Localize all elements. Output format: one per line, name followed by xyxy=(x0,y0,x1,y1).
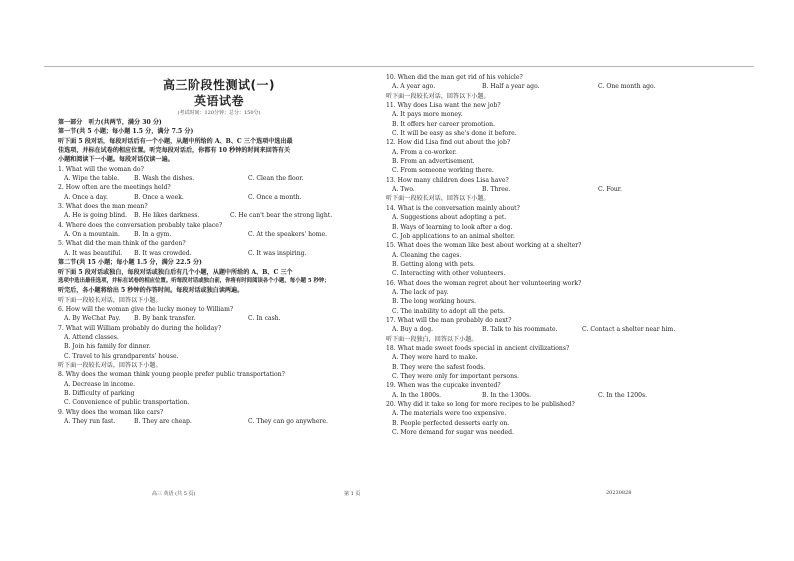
option-a[interactable]: A. Decrease in income. xyxy=(64,380,136,388)
question-2 xyxy=(58,183,380,202)
option-a[interactable]: A. Two. xyxy=(392,186,415,194)
option-a[interactable]: A. On a mountain. xyxy=(64,231,120,239)
question-13 xyxy=(386,176,736,195)
question-text: 1. What will the woman do? xyxy=(58,165,144,173)
option-b[interactable]: B. Wash the dishes. xyxy=(134,175,195,183)
option-a[interactable]: A. From a co-worker. xyxy=(392,148,457,156)
question-18 xyxy=(386,344,736,381)
question-text: 17. What will the man probably do next? xyxy=(386,316,512,324)
option-b[interactable]: B. Difficulty of parking xyxy=(64,389,135,397)
option-a[interactable]: A. Once a day. xyxy=(64,193,108,201)
option-c[interactable]: C. Job applications to an animal shelter. xyxy=(392,232,515,240)
option-b[interactable]: B. In the 1300s. xyxy=(482,391,532,399)
section2-instr-line: 听完后，各小题将给出 5 秒钟的作答时间。每段对话或独白读两遍。 xyxy=(58,287,244,295)
question-9 xyxy=(58,408,380,427)
option-a[interactable]: A. It pays more money. xyxy=(392,111,463,119)
option-b[interactable]: B. The long working hours. xyxy=(392,298,476,306)
option-c[interactable]: C. In the 1200s. xyxy=(598,391,648,399)
question-text: 11. Why does Lisa want the new job? xyxy=(386,102,501,110)
listening-cue: 听下面一段较长对话，回答以下小题。 xyxy=(58,361,162,369)
option-a[interactable]: A. In the 1800s. xyxy=(392,391,442,399)
option-c[interactable]: C. Interacting with other volunteers. xyxy=(392,270,506,278)
option-a[interactable]: A. A year ago. xyxy=(392,83,436,91)
question-17 xyxy=(386,316,736,335)
question-text: 12. How did Lisa find out about the job? xyxy=(386,139,511,147)
option-b[interactable]: B. Half a year ago. xyxy=(482,83,540,91)
option-b[interactable]: B. Three. xyxy=(482,186,511,194)
option-a[interactable]: A. The lack of pay. xyxy=(392,288,449,296)
option-c[interactable]: C. He can't bear the strong light. xyxy=(230,212,333,220)
exam-sheet xyxy=(44,66,754,507)
option-c[interactable]: C. Travel to his grandparents' house. xyxy=(64,352,179,360)
question-8 xyxy=(58,370,380,407)
option-a[interactable]: A. Cleaning the cages. xyxy=(392,251,462,259)
option-b[interactable]: B. It was crowded. xyxy=(134,249,192,257)
question-text: 2. How often are the meetings held? xyxy=(58,184,171,192)
question-3 xyxy=(58,202,380,221)
option-b[interactable]: B. From an advertisement. xyxy=(392,158,475,166)
option-b[interactable]: B. Getting along with pets. xyxy=(392,260,475,268)
option-a[interactable]: A. Attend classes. xyxy=(64,333,119,341)
section2-heading: 第二节(共 15 小题；每小题 1.5 分，满分 22.5 分) xyxy=(58,259,202,267)
left-column xyxy=(58,77,380,426)
section1-instr-line: 佳选项，并标在试卷的相应位置。听完每段对话后，你都有 10 秒钟的时间来回答有关 xyxy=(58,147,291,155)
option-b[interactable]: B. Talk to his roommate. xyxy=(482,326,558,334)
exam-title: 高三阶段性测试(一) xyxy=(163,78,275,92)
question-text: 6. How will the woman give the lucky money to William? xyxy=(58,305,234,313)
option-c[interactable]: C. Clean the floor. xyxy=(248,175,304,183)
question-10 xyxy=(386,73,736,92)
question-16 xyxy=(386,279,736,316)
option-c[interactable]: C. They can go anywhere. xyxy=(248,418,328,425)
question-4 xyxy=(58,221,380,240)
option-a[interactable]: A. Buy a dog. xyxy=(392,326,434,334)
right-column xyxy=(386,73,736,437)
option-a[interactable]: A. They were hard to make. xyxy=(392,354,478,362)
option-a[interactable]: A. The materials were too expensive. xyxy=(392,410,507,418)
option-b[interactable]: B. Ways of learning to look after a dog. xyxy=(392,223,513,231)
question-6 xyxy=(58,305,380,324)
question-14 xyxy=(386,204,736,241)
question-text: 4. Where does the conversation probably take place? xyxy=(58,221,223,229)
question-text: 13. How many children does Lisa have? xyxy=(386,176,509,184)
exam-meta: (考试时间：120分钟；总分：150分) xyxy=(177,110,261,116)
option-c[interactable]: C. One month ago. xyxy=(598,83,656,91)
option-c[interactable]: C. At the speakers' home. xyxy=(248,231,328,239)
question-20 xyxy=(386,400,736,437)
section1-instr-line: 听下面 5 段对话，每段对话后有一个小题，从题中所给的 A、B、C 三个选项中选出最 xyxy=(58,137,293,145)
option-c[interactable]: C. In cash. xyxy=(248,315,281,323)
exam-subtitle: 英语试卷 xyxy=(193,94,244,108)
listening-cue: 听下面一段独白，回答以下小题。 xyxy=(386,335,478,343)
option-a[interactable]: A. By WeChat Pay. xyxy=(64,315,121,323)
option-c[interactable]: C. From someone working there. xyxy=(392,167,494,175)
option-b[interactable]: B. He likes darkness. xyxy=(134,212,200,220)
question-7 xyxy=(58,324,380,361)
option-a[interactable]: A. Wipe the table. xyxy=(64,175,120,183)
listening-cue: 听下面一段较长对话，回答以下小题。 xyxy=(58,296,162,304)
section2-instr-line: 听下面 5 段对话或独白，每段对话或独白后有几个小题，从题中所给的 A、B、C 三个 xyxy=(58,268,293,276)
option-b[interactable]: B. People perfected desserts early on. xyxy=(392,419,510,427)
option-c[interactable]: C. Convenience of public transportation. xyxy=(64,399,190,407)
question-text: 14. What is the conversation mainly about? xyxy=(386,204,520,212)
question-11 xyxy=(386,101,736,138)
option-a[interactable]: A. Suggestions about adopting a pet. xyxy=(392,214,507,222)
footer-page-number: 第 1 页 xyxy=(344,491,361,497)
question-text: 20. Why did it take so long for more recipes to be published? xyxy=(386,401,575,409)
option-c[interactable]: C. It will be easy as she's done it before. xyxy=(392,130,517,138)
option-c[interactable]: C. Once a month. xyxy=(248,193,302,201)
listening-cue: 听下面一段较长对话，回答以下小题。 xyxy=(386,92,490,100)
option-b[interactable]: B. In a gym. xyxy=(134,231,172,239)
section2-instr-line: 选项中选出最佳选项，并标在试卷的相应位置。听每段对话或独白前，你将有时间阅读各个小题，每小题 5 秒钟； xyxy=(58,277,330,284)
option-a[interactable]: A. It was beautiful. xyxy=(64,249,123,257)
question-12 xyxy=(386,138,736,175)
option-c[interactable]: C. They were only for important persons. xyxy=(392,373,520,380)
question-1 xyxy=(58,165,380,184)
option-c[interactable]: C. More demand for sugar was needed. xyxy=(392,429,514,437)
question-text: 7. What will William probably do during the holiday? xyxy=(58,324,222,332)
option-c[interactable]: C. The inability to adopt all the pets. xyxy=(392,307,505,315)
option-b[interactable]: B. By bank transfer. xyxy=(134,315,196,323)
question-text: 10. When did the man get rid of his vehicle? xyxy=(386,74,523,81)
listening-cue: 听下面一段较长对话，回答以下小题。 xyxy=(386,195,490,203)
option-b[interactable]: B. Once a week. xyxy=(134,193,184,201)
question-text: 16. What does the woman regret about her volunteering work? xyxy=(386,279,582,287)
option-c[interactable]: C. It was inspiring. xyxy=(248,249,307,257)
option-c[interactable]: C. Contact a shelter near him. xyxy=(582,326,676,334)
option-b[interactable]: B. It offers her career promotion. xyxy=(392,120,495,128)
question-text: 18. What made sweet foods special in ancient civilizations? xyxy=(386,344,570,352)
option-a[interactable]: A. He is going blind. xyxy=(64,212,127,220)
question-15 xyxy=(386,241,736,278)
question-5 xyxy=(58,239,380,258)
footer-date-code: 20230828 xyxy=(606,490,632,496)
option-b[interactable]: B. They were the safest foods. xyxy=(392,363,486,371)
question-text: 5. What did the man think of the garden? xyxy=(58,240,186,248)
question-text: 19. When was the cupcake invented? xyxy=(386,382,501,390)
part1-heading: 第一部分 听力(共两节，满分 30 分) xyxy=(58,119,162,126)
section1-heading: 第一节(共 5 小题；每小题 1.5 分，满分 7.5 分) xyxy=(58,128,194,136)
option-b[interactable]: B. Join his family for dinner. xyxy=(64,343,151,351)
footer-course: 高三 英语 (共 5 页) xyxy=(152,491,196,497)
question-text: 8. Why does the woman think young people prefer public transportation? xyxy=(58,371,285,379)
section1-instr-line: 小题和阅读下一小题。每段对话仅读一遍。 xyxy=(58,156,174,164)
option-a[interactable]: A. They run fast. xyxy=(64,418,116,425)
question-text: 3. What does the man mean? xyxy=(58,203,148,211)
question-text: 15. What does the woman like best about working at a shelter? xyxy=(386,242,582,250)
question-text: 9. Why does the woman like cars? xyxy=(58,408,164,416)
option-c[interactable]: C. Four. xyxy=(598,186,622,194)
option-b[interactable]: B. They are cheap. xyxy=(134,418,192,425)
question-19 xyxy=(386,381,736,400)
